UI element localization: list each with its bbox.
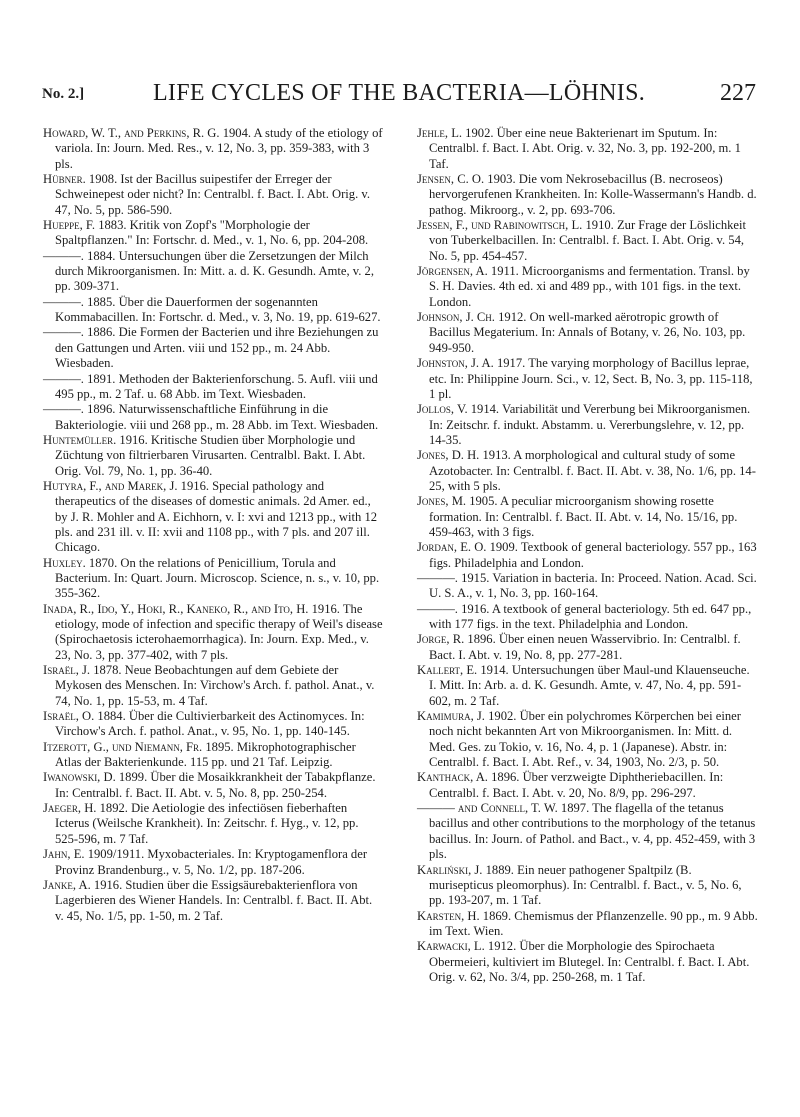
reference-text: 1902. Über ein polychromes Körperchen bei einer noch nicht bekannten Art von Mikroorganismen. In: Mitt. d. Med. Ges. zu Tokio, v. 16, No. 4, p. 1 (Japanese). Abstr. in: Centralbl. f. Bact. I. Abt. Ref., v. 34, 1903, No. 2/3, p. 50. (429, 709, 741, 770)
reference-author: Huxley. (43, 555, 86, 570)
reference-author: ———. (43, 248, 84, 263)
reference-author: Hübner. (43, 172, 86, 187)
reference-text: 1896. Über verzweigte Diphtheriebacillen. In: Centralbl. f. Bact. I. Abt. v. 20, No. 8/9, pp. 296-297. (429, 770, 724, 800)
reference-entry (43, 709, 383, 740)
reference-entry (417, 540, 759, 571)
reference-entry (417, 909, 759, 940)
bibliography-column-left (43, 126, 383, 924)
reference-entry (417, 264, 759, 310)
reference-entry (43, 402, 383, 433)
reference-author: ———. (43, 371, 84, 386)
reference-author: Huntemüller. (43, 432, 117, 447)
reference-entry (43, 172, 383, 218)
reference-entry (43, 801, 383, 847)
reference-text: 1908. Ist der Bacillus suipestifer der Erreger der Schweinepest oder nicht? In: Centralbl. f. Bact. I. Abt. Orig. v. 47, No. 5, pp. 586-590. (55, 172, 370, 217)
bibliography-column-right (417, 126, 759, 985)
reference-entry (417, 571, 759, 602)
page-header (42, 78, 756, 114)
reference-entry (417, 218, 759, 264)
reference-text: 1885. Über die Dauerformen der sogenannten Kommabacillen. In: Fortschr. d. Med., v. 3, No. 19, pp. 619-627. (55, 294, 381, 325)
reference-entry (417, 494, 759, 540)
reference-author: ———. (43, 325, 84, 340)
reference-entry (43, 847, 383, 878)
reference-author: Janke, A. (43, 877, 91, 892)
reference-text: 1914. Untersuchungen über Maul-und Klauenseuche. I. Mitt. In: Arb. a. d. K. Gesundh. Amte, v. 47, No. 4, pp. 591-602, m. 2 Taf. (429, 663, 750, 708)
reference-text: 1889. Ein neuer pathogener Spaltpilz (B. murisepticus pleomorphus). In: Centralbl. f. Bact., v. 5, No. 6, pp. 193-207, m. 1 Taf. (429, 862, 742, 908)
reference-text: 1892. Die Aetiologie des infectiösen fieberhaften Icterus (Weilsche Krankheit). In: Zeitschr. f. Hyg., v. 12, pp. 525-596, m. 7 Taf. (55, 801, 359, 846)
reference-author: Jorge, R. (417, 632, 465, 647)
reference-entry (43, 740, 383, 771)
reference-text: 1902. Über eine neue Bakterienart im Sputum. In: Centralbl. f. Bact. I. Abt. Orig. v. 32, No. 3, pp. 192-200, m. 1 Taf. (429, 126, 741, 171)
reference-author: ———. (43, 402, 84, 417)
reference-text: 1891. Methoden der Bakterienforschung. 5. Aufl. viii und 495 pp., m. 2 Taf. u. 68 Abb. im Text. Wiesbaden. (55, 371, 378, 401)
reference-entry (417, 602, 759, 633)
reference-author: Itzerott, G., und Niemann, Fr. (43, 739, 203, 754)
reference-author: ——— and Connell, T. W. (417, 801, 558, 816)
reference-author: Jordan, E. O. (417, 540, 487, 555)
reference-author: Hueppe, F. (43, 218, 96, 233)
reference-entry (43, 433, 383, 479)
issue-number: No. 2.] (42, 86, 85, 102)
reference-entry (43, 249, 383, 295)
reference-author: Kamimura, J. (417, 709, 485, 724)
reference-author: Johnston, J. A. (417, 356, 494, 371)
reference-text: 1903. Die vom Nekrosebacillus (B. necroseos) hervorgerufenen Krankheiten. In: Kolle-Wassermann's Handb. d. pathog. Mikroorg., v. 2, pp. 693-706. (429, 172, 757, 217)
reference-entry (43, 770, 383, 801)
reference-author: Jörgensen, A. (417, 264, 488, 279)
reference-text: 1909/1911. Myxobacteriales. In: Kryptogamenflora der Provinz Brandenburg., v. 5, No. 1/2, pp. 187-206. (55, 847, 368, 877)
reference-author: Johnson, J. Ch. (417, 310, 495, 325)
reference-entry (417, 939, 759, 985)
page-number: 227 (720, 80, 756, 106)
reference-text: 1912. Über die Morphologie des Spirochaeta Obermeieri, kultiviert im Blutegel. In: Centralbl. f. Bact. I. Abt. Orig. v. 62, No. 3/4, pp. 250-268, m. 1 Taf. (429, 939, 750, 984)
reference-text: 1916. The etiology, mode of infection and specific therapy of Weil's disease (Spirochaetosis icterohaemorrhagica). In: Journ. Exp. Med., v. 23, No. 3, pp. 377-402, with 7 pls. (55, 601, 383, 662)
reference-author: Jones, M. (417, 494, 467, 509)
reference-author: Israël, O. (43, 709, 95, 724)
reference-text: 1911. Microorganisms and fermentation. Transl. by S. H. Davies. 4th ed. xi and 489 pp., with 101 figs. in the text. London. (429, 264, 750, 309)
reference-text: 1886. Die Formen der Bacterien und ihre Beziehungen zu den Gattungen und Arten. viii und 152 pp., m. 24 Abb. Wiesbaden. (55, 325, 379, 371)
reference-author: Karwacki, L. (417, 939, 485, 954)
reference-text: 1883. Kritik von Zopf's "Morphologie der Spaltpflanzen." In: Fortschr. d. Med., v. 1, No. 6, pp. 204-208. (55, 218, 369, 248)
reference-author: ———. (417, 601, 458, 616)
reference-entry (417, 356, 759, 402)
reference-author: Jollos, V. (417, 402, 468, 417)
reference-text: 1884. Über die Cultivierbarkeit des Actinomyces. In: Virchow's Arch. f. pathol. Anat., v. 95, No. 1, pp. 140-145. (55, 709, 365, 739)
reference-entry (417, 310, 759, 356)
reference-text: 1909. Textbook of general bacteriology. 557 pp., 163 figs. Philadelphia and London. (429, 540, 757, 570)
reference-text: 1915. Variation in bacteria. In: Proceed. Nation. Acad. Sci. U. S. A., v. 1, No. 3, pp. 160-164. (429, 570, 757, 601)
reference-text: 1896. Über einen neuen Wasservibrio. In: Centralbl. f. Bact. I. Abt. v. 19, No. 8, pp. 277-281. (429, 632, 741, 662)
reference-entry (417, 126, 759, 172)
reference-author: Karsten, H. (417, 908, 480, 923)
reference-entry (43, 126, 383, 172)
reference-entry (43, 663, 383, 709)
reference-text: 1895. Mikrophotographischer Atlas der Bakterienkunde. 115 pp. und 21 Taf. Leipzig. (55, 739, 356, 770)
reference-author: Howard, W. T., and Perkins, R. G. (43, 126, 220, 140)
reference-text: 1905. A peculiar microorganism showing rosette formation. In: Centralbl. f. Bact. II. Abt. v. 14, No. 15/16, pp. 459-463, with 3 figs. (429, 494, 738, 539)
reference-text: 1916. Special pathology and therapeutics of the diseases of domestic animals. 2d Amer. ed., by J. R. Mohler and A. Eichhorn, v. I: xvi and 1213 pp., with 12 pls. and 231 ill. v. II: xvii and 1108 pp., with 7 pls. and 207 ill. Chicago. (55, 478, 378, 555)
reference-text: 1916. Studien über die Essigsäurebakterienflora von Lagerbieren des Wiener Handels. In: Centralbl. f. Bact. II. Abt. v. 45, No. 1/5, pp. 1-50, m. 2 Taf. (55, 877, 373, 923)
reference-text: 1899. Über die Mosaikkrankheit der Tabakpflanze. In: Centralbl. f. Bact. II. Abt. v. 5, No. 8, pp. 250-254. (55, 770, 376, 800)
reference-entry (417, 770, 759, 801)
reference-entry (43, 602, 383, 663)
reference-entry (43, 372, 383, 403)
reference-entry (43, 479, 383, 556)
reference-entry (43, 325, 383, 371)
reference-entry (43, 295, 383, 326)
reference-entry (417, 663, 759, 709)
reference-author: Kallert, E. (417, 663, 478, 678)
reference-entry (417, 863, 759, 909)
reference-author: ———. (417, 570, 458, 585)
reference-author: Jehle, L. (417, 126, 463, 140)
reference-author: Israël, J. (43, 663, 91, 678)
reference-entry (43, 218, 383, 249)
reference-text: 1884. Untersuchungen über die Zersetzungen der Milch durch Mikroorganismen. In: Mitt. a. d. K. Gesundh. Amte, v. 2, pp. 309-371. (55, 248, 375, 294)
reference-text: 1897. The flagella of the tetanus bacillus and other contributions to the morphology of the tetanus bacillus. In: Journ. of Pathol. and Bact., v. 4, pp. 452-459, with 3 pls. (429, 801, 756, 862)
reference-text: 1896. Naturwissenschaftliche Einführung in die Bakteriologie. viii und 268 pp., m. 28 Abb. im Text. Wiesbaden. (55, 402, 379, 432)
reference-text: 1870. On the relations of Penicillium, Torula and Bacterium. In: Quart. Journ. Microscop. Science, n. s., v. 10, pp. 355-362. (55, 555, 380, 601)
reference-text: 1904. A study of the etiology of variola. In: Journ. Med. Res., v. 12, No. 3, pp. 359-383, with 3 pls. (55, 126, 383, 171)
reference-entry (417, 801, 759, 862)
reference-text: 1878. Neue Beobachtungen auf dem Gebiete der Mykosen des Menschen. In: Virchow's Arch. f. pathol. Anat., v. 74, No. 1, pp. 15-53, m. 4 Taf. (55, 663, 375, 708)
reference-author: Hutyra, F., and Marek, J. (43, 478, 178, 493)
running-title: LIFE CYCLES OF THE BACTERIA—LÖHNIS. (152, 80, 646, 106)
reference-text: 1916. A textbook of general bacteriology. 5th ed. 647 pp., with 177 figs. in the text. Philadelphia and London. (429, 601, 752, 631)
reference-text: 1913. A morphological and cultural study of some Azotobacter. In: Centralbl. f. Bact. II. Abt. v. 38, No. 1/6, pp. 14-25, with 5 pls. (429, 448, 756, 493)
reference-entry (417, 402, 759, 448)
reference-text: 1912. On well-marked aërotropic growth of Bacillus Megaterium. In: Annals of Botany, v. 26, No. 103, pp. 949-950. (429, 310, 746, 355)
reference-author: Jones, D. H. (417, 448, 480, 463)
reference-entry (417, 172, 759, 218)
reference-author: Inada, R., Ido, Y., Hoki, R., Kaneko, R., and Ito, H. (43, 601, 309, 616)
reference-author: Jessen, F., und Rabinowitsch, L. (417, 218, 583, 233)
reference-text: 1917. The varying morphology of Bacillus leprae, etc. In: Philippine Journ. Sci., v. 12, Sect. B, No. 3, pp. 115-118, 1 pl. (429, 356, 753, 401)
reference-author: Iwanowski, D. (43, 770, 116, 785)
reference-text: 1916. Kritische Studien über Morphologie und Züchtung von filtrierbaren Virusarten. Centralbl. Bakt. I. Abt. Orig. Vol. 79, No. 1, pp. 36-40. (55, 432, 366, 478)
reference-author: Jahn, E. (43, 847, 85, 862)
reference-text: 1869. Chemismus der Pflanzenzelle. 90 pp., m. 9 Abb. im Text. Wien. (429, 908, 758, 938)
reference-author: Jensen, C. O. (417, 172, 485, 187)
reference-author: Karliński, J. (417, 862, 483, 877)
reference-author: Jaeger, H. (43, 801, 97, 816)
reference-entry (417, 632, 759, 663)
reference-entry (43, 878, 383, 924)
reference-entry (417, 709, 759, 770)
reference-author: Kanthack, A. (417, 770, 488, 785)
reference-author: ———. (43, 294, 84, 309)
reference-entry (417, 448, 759, 494)
reference-text: 1914. Variabilität und Vererbung bei Mikroorganismen. In: Zeitschr. f. indukt. Abstamm. u. Vererbungslehre, v. 12, pp. 14-35. (429, 402, 751, 447)
reference-entry (43, 556, 383, 602)
reference-text: 1910. Zur Frage der Löslichkeit von Tuberkelbacillen. In: Centralbl. f. Bact. I. Abt. Orig. v. 54, No. 5, pp. 454-457. (429, 218, 747, 263)
